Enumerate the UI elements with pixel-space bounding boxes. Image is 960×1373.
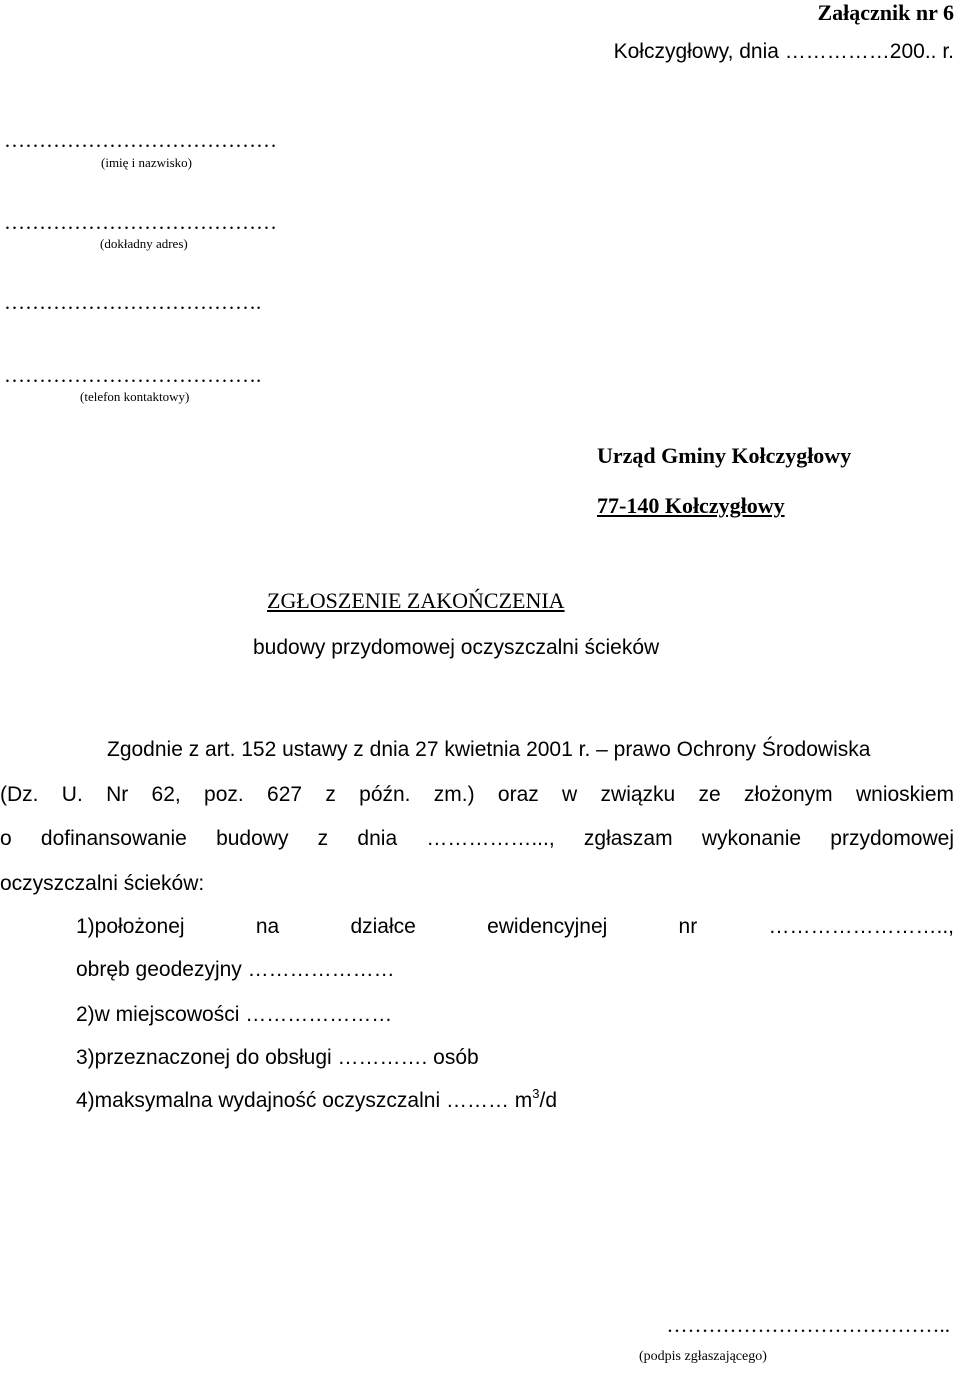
phone-field: ………………………………. <box>4 363 262 387</box>
body-line-3: o dofinansowanie budowy z dnia ……………..., zgłaszam wykonanie przydomowej <box>0 827 954 850</box>
name-caption: (imię i nazwisko) <box>101 155 192 170</box>
document-title: ZGŁOSZENIE ZAKOŃCZENIA <box>267 588 565 613</box>
signature-field: ………………………………….. <box>666 1313 950 1337</box>
date-line: Kołczygłowy, dnia ……………200.. r. <box>613 40 954 63</box>
item-4-text: 4)maksymalna wydajność oczyszczalni ……… m <box>76 1089 533 1112</box>
name-field: ………………………………… <box>4 128 277 152</box>
signature-caption: (podpis zgłaszającego) <box>639 1349 767 1364</box>
address-caption: (dokładny adres) <box>100 236 188 251</box>
phone-caption: (telefon kontaktowy) <box>80 389 190 404</box>
recipient-office: Urząd Gminy Kołczygłowy <box>597 443 852 468</box>
item-4-superscript: 3 <box>532 1086 540 1101</box>
item-1-continued: obręb geodezyjny ………………… <box>76 958 395 981</box>
body-line-4: oczyszczalni ścieków: <box>0 872 205 895</box>
address-field-2: ………………………………. <box>4 290 262 314</box>
item-3: 3)przeznaczonej do obsługi …………. osób <box>76 1046 479 1069</box>
item-4-unit: /d <box>539 1089 558 1112</box>
item-1: 1)położonej na działce ewidencyjnej nr …………………….., <box>76 915 954 938</box>
recipient-postal: 77-140 Kołczygłowy <box>597 493 785 518</box>
document-subtitle: budowy przydomowej oczyszczalni ścieków <box>253 636 660 659</box>
address-field-1: ………………………………… <box>4 210 277 234</box>
body-line-2: (Dz. U. Nr 62, poz. 627 z późn. zm.) oraz w związku ze złożonym wnioskiem <box>0 783 954 806</box>
item-2: 2)w miejscowości ………………… <box>76 1003 393 1026</box>
body-line-1: Zgodnie z art. 152 ustawy z dnia 27 kwietnia 2001 r. – prawo Ochrony Środowiska <box>107 738 871 761</box>
item-4 <box>76 1086 558 1113</box>
attachment-label: Załącznik nr 6 <box>817 0 954 25</box>
